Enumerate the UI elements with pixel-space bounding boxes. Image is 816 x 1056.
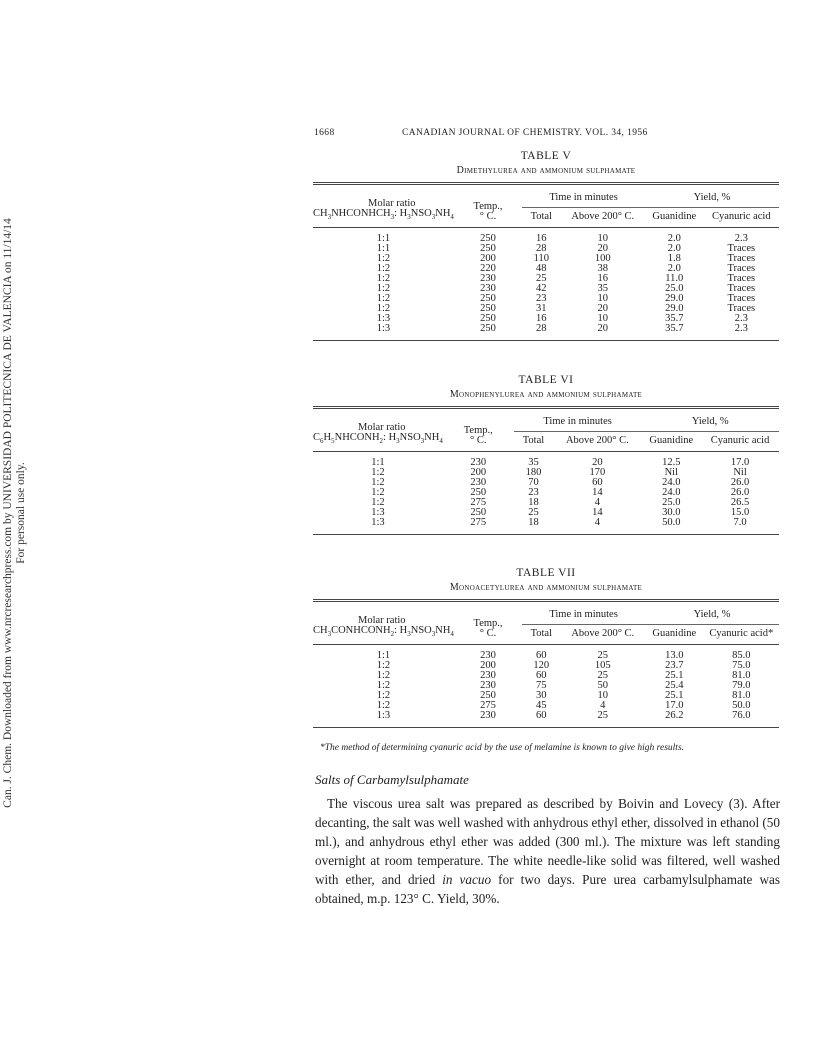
body-paragraph: The viscous urea salt was prepared as described by Boivin and Lovecy (3). After decanting, the salt was well washed with anhydrous ethyl ether, dissolved in ethanol (50 ml.), and anhydrous ethyl ether was added (300 ml.). The mixture was left standing overnight at room temperature. The white needle-like solid was filtered, well washed with ether, and dried in vacuo for two days. Pure urea carbamylsulphamate was obtained, m.p. 123° C. Yield, 30%. <box>315 796 781 906</box>
above-200-header: Above 200° C. <box>553 432 641 452</box>
time-group-header: Time in minutes <box>522 601 645 625</box>
table-vii-caption: Monoacetylurea and ammonium sulphamate <box>449 582 643 593</box>
table-row: 1:2 230 70 60 24.0 26.0 <box>371 477 750 488</box>
total-header: Total <box>522 625 560 645</box>
table-v <box>313 150 779 341</box>
table-vii-grid <box>313 599 779 728</box>
table-row: 1:2 250 23 10 29.0 Traces <box>376 293 756 304</box>
yield-group-header: Yield, % <box>642 408 779 432</box>
molar-formula: $CH_3CONHCONH_2$: $H_3NSO_3NH_4$ <box>313 624 454 638</box>
total-header: Total <box>522 208 560 228</box>
table-vi <box>313 374 779 535</box>
temp-header: Temp., ° C. <box>454 601 522 645</box>
download-notice-line2: For personal use only. <box>15 462 27 564</box>
table-row: 1:3 250 28 20 35.7 2.3 <box>313 324 779 341</box>
table-row: 1:1 250 28 20 2.0 Traces <box>376 243 756 254</box>
guanidine-header: Guanidine <box>645 208 704 228</box>
molar-ratio-header: Molar ratio $CH_3NHCONHCH_3$: $H_3NSO_3NH_4$ <box>313 184 454 228</box>
yield-group-header: Yield, % <box>645 601 779 625</box>
table-row: 1:2 275 45 4 17.0 50.0 <box>376 700 751 711</box>
table-row: 1:2 230 42 35 25.0 Traces <box>376 283 756 294</box>
time-group-header: Time in minutes <box>522 184 645 208</box>
molar-formula: $C_6H_5NHCONH_2$: $H_3NSO_3NH_4$ <box>313 431 443 445</box>
molar-formula: $CH_3NHCONHCH_3$: $H_3NSO_3NH_4$ <box>313 207 454 221</box>
table-row: 1:2 230 75 50 25.4 79.0 <box>376 680 751 691</box>
latin-term: in vacuo <box>442 872 492 887</box>
total-header: Total <box>514 432 554 452</box>
table-row: 1:2 200 180 170 Nil Nil <box>371 467 747 478</box>
table-row: 1:2 275 18 4 25.0 26.5 <box>371 497 750 508</box>
cyanuric-header: Cyanuric acid <box>704 208 779 228</box>
download-notice <box>2 213 28 813</box>
table-vii-footnote: *The method of determining cyanuric acid by the use of melamine is known to give high results. <box>320 743 685 753</box>
table-vi-grid <box>313 406 779 535</box>
molar-ratio-header: Molar ratio $C_6H_5NHCONH_2$: $H_3NSO_3NH_4$ <box>313 408 443 452</box>
molar-ratio-header: Molar ratio $CH_3CONHCONH_2$: $H_3NSO_3NH_4$ <box>313 601 454 645</box>
table-row: 1:2 250 23 14 24.0 26.0 <box>371 487 750 498</box>
table-row: 1:1 230 60 25 13.0 85.0 <box>376 650 751 661</box>
download-notice-line1: Can. J. Chem. Downloaded from www.nrcresearchpress.com by UNIVERSIDAD POLITECNICA DE VALENCIA on 11/14/14 <box>2 218 14 808</box>
table-row: 1:2 250 30 10 25.1 81.0 <box>376 690 751 701</box>
above-200-header: Above 200° C. <box>560 625 645 645</box>
page-number: 1668 <box>314 128 335 138</box>
table-v-number: TABLE V <box>520 150 572 162</box>
table-vi-number: TABLE VI <box>518 374 574 386</box>
cyanuric-header: Cyanuric acid <box>701 432 779 452</box>
guanidine-header: Guanidine <box>642 432 702 452</box>
time-group-header: Time in minutes <box>514 408 642 432</box>
table-row: 1:3 230 60 25 26.2 76.0 <box>313 711 779 728</box>
table-row: 1:1 230 35 20 12.5 17.0 <box>371 457 750 468</box>
above-200-header: Above 200° C. <box>560 208 645 228</box>
table-row: 1:2 250 31 20 29.0 Traces <box>376 303 756 314</box>
table-row: 1:2 230 25 16 11.0 Traces <box>376 273 756 284</box>
cyanuric-header: Cyanuric acid* <box>704 625 779 645</box>
table-row: 1:3 275 18 4 50.0 7.0 <box>313 518 779 535</box>
section-heading: Salts of Carbamylsulphamate <box>315 772 469 787</box>
table-row: 1:2 230 60 25 25.1 81.0 <box>376 670 751 681</box>
table-row: 1:3 250 25 14 30.0 15.0 <box>371 507 750 518</box>
table-row: 1:2 200 110 100 1.8 Traces <box>376 253 756 264</box>
table-row: 1:2 220 48 38 2.0 Traces <box>376 263 756 274</box>
temp-header: Temp., ° C. <box>454 184 522 228</box>
table-row: 1:3 250 16 10 35.7 2.3 <box>376 313 748 324</box>
temp-header: Temp., ° C. <box>443 408 514 452</box>
table-vi-caption: Monophenylurea and ammonium sulphamate <box>449 389 643 400</box>
table-v-grid <box>313 182 779 341</box>
table-v-caption: Dimethylurea and ammonium sulphamate <box>456 165 636 176</box>
journal-title: CANADIAN JOURNAL OF CHEMISTRY. VOL. 34, 1956 <box>402 128 648 138</box>
table-row: 1:2 200 120 105 23.7 75.0 <box>376 660 751 671</box>
table-row: 1:1 250 16 10 2.0 2.3 <box>376 233 748 244</box>
table-vii <box>313 567 779 728</box>
guanidine-header: Guanidine <box>645 625 704 645</box>
yield-group-header: Yield, % <box>645 184 779 208</box>
table-vii-number: TABLE VII <box>516 567 576 579</box>
